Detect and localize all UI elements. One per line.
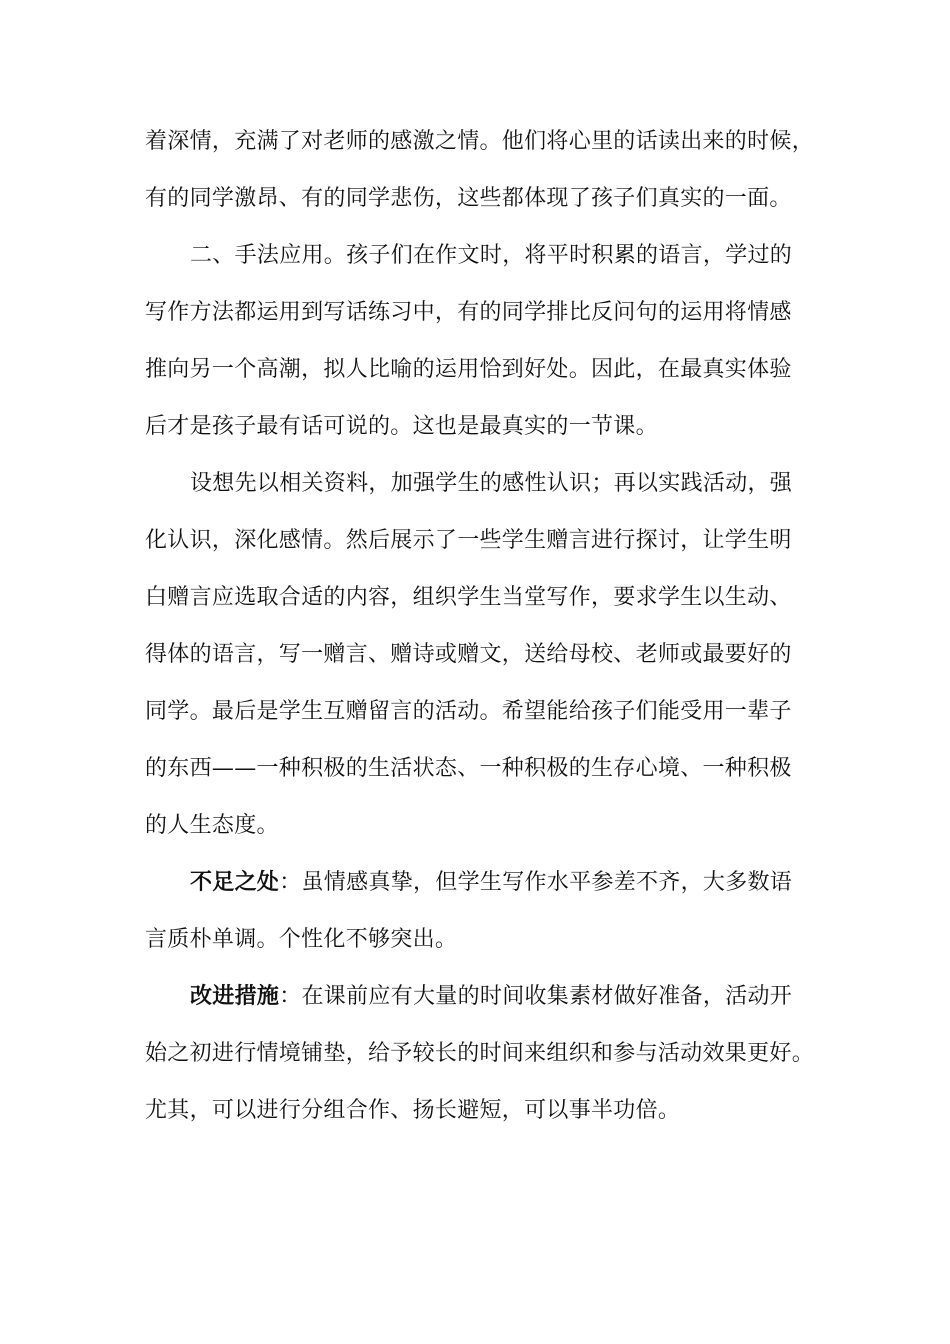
improvements-label: 改进措施 xyxy=(190,983,280,1009)
paragraph-improvements xyxy=(145,968,815,1139)
text-line: 始之初进行情境铺垫，给予较长的时间来组织和参与活动效果更好。 xyxy=(145,1041,815,1066)
text-line: 二、手法应用。孩子们在作文时，将平时积累的语言，学过的 xyxy=(190,243,793,268)
text-line: 后才是孩子最有话可说的。这也是最真实的一节课。 xyxy=(145,414,658,439)
shortcomings-label: 不足之处 xyxy=(190,869,280,895)
text-line: 着深情，充满了对老师的感激之情。他们将心里的话读出来的时候， xyxy=(145,129,815,154)
text-line: 写作方法都运用到写话练习中，有的同学排比反问句的运用将情感 xyxy=(145,300,792,325)
text-line: 化认识，深化感情。然后展示了一些学生赠言进行探讨，让学生明 xyxy=(145,528,792,553)
text-line: 得体的语言，写一赠言、赠诗或赠文，送给母校、老师或最要好的 xyxy=(145,642,792,667)
text-line: 推向另一个高潮，拟人比喻的运用恰到好处。因此，在最真实体验 xyxy=(145,357,792,382)
text-line: 的人生态度。 xyxy=(145,813,279,838)
text-line xyxy=(145,968,810,1025)
paragraph-design xyxy=(145,455,810,854)
text-line: 有的同学激昂、有的同学悲伤，这些都体现了孩子们真实的一面。 xyxy=(145,186,792,211)
text-line: 设想先以相关资料，加强学生的感性认识；再以实践活动，强 xyxy=(190,471,793,496)
paragraph-shortcomings xyxy=(145,854,810,968)
paragraph-technique xyxy=(145,227,810,455)
paragraph-continuation xyxy=(145,113,815,227)
text-line xyxy=(145,854,810,911)
text-line: 的东西——一种积极的生活状态、一种积极的生存心境、一种积极 xyxy=(145,756,792,781)
text-line: 尤其，可以进行分组合作、扬长避短，可以事半功倍。 xyxy=(145,1098,681,1123)
text-line: 言质朴单调。个性化不够突出。 xyxy=(145,927,458,952)
shortcomings-text: ：虽情感真挚，但学生写作水平参差不齐，大多数语 xyxy=(279,870,793,895)
document-body xyxy=(145,113,815,1139)
text-line: 同学。最后是学生互赠留言的活动。希望能给孩子们能受用一辈子 xyxy=(145,699,792,724)
text-line: 白赠言应选取合适的内容，组织学生当堂写作，要求学生以生动、 xyxy=(145,585,792,610)
improvements-text: ：在课前应有大量的时间收集素材做好准备，活动开 xyxy=(279,984,793,1009)
